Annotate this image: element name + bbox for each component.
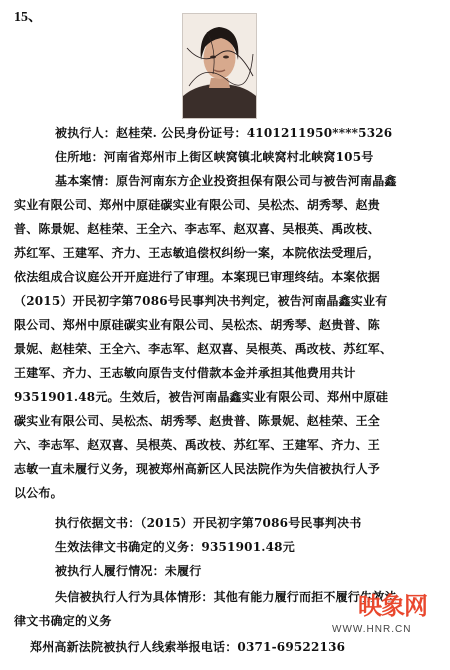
case-summary-line: 基本案情：原告河南东方企业投资担保有限公司与被告河南晶鑫 bbox=[55, 174, 397, 188]
obligation-line: 生效法律文书确定的义务：9351901.48元 bbox=[55, 540, 295, 554]
site-watermark bbox=[308, 580, 433, 640]
person-portrait-icon bbox=[183, 14, 256, 118]
case-summary-line: 普、陈景妮、赵桂荣、王全六、李志军、赵双喜、吴根英、禹改枝、 bbox=[14, 222, 381, 236]
specific-situation-line: 律文书确定的义务 bbox=[14, 614, 112, 628]
case-summary-line: 王建军、齐力、王志敏向原告支付借款本金并承担其他费用共计 bbox=[14, 366, 356, 380]
case-summary-line: 以公布。 bbox=[14, 486, 63, 500]
person-photo bbox=[182, 13, 257, 119]
case-summary-line: 实业有限公司、郑州中原硅碳实业有限公司、吴松杰、胡秀琴、赵贵 bbox=[14, 198, 381, 212]
case-summary-line: 景妮、赵桂荣、王全六、李志军、赵双喜、吴根英、禹改枝、苏红军、 bbox=[14, 342, 393, 356]
report-phone-line: 郑州高新法院被执行人线索举报电话：0371-69522136 bbox=[30, 640, 346, 654]
case-summary-line: 限公司、郑州中原硅碳实业有限公司、吴松杰、胡秀琴、赵贵普、陈 bbox=[14, 318, 381, 332]
performance-status-line: 被执行人履行情况：未履行 bbox=[55, 564, 202, 578]
case-summary-line: 依法组成合议庭公开开庭进行了审理。本案现已审理终结。本案依据 bbox=[14, 270, 381, 284]
watermark-logo: 映象网 bbox=[358, 592, 427, 620]
enforcement-document-line: 执行依据文书：（2015）开民初字第7086号民事判决书 bbox=[55, 516, 362, 530]
case-summary-line: （2015）开民初字第7086号民事判决书判定，被告河南晶鑫实业有 bbox=[14, 294, 388, 308]
case-summary-line: 9351901.48元。生效后，被告河南晶鑫实业有限公司、郑州中原硅 bbox=[14, 390, 389, 404]
address-line: 住所地：河南省郑州市上街区峡窝镇北峡窝村北峡窝105号 bbox=[55, 150, 374, 164]
case-summary-line: 碳实业有限公司、吴松杰、胡秀琴、赵贵普、陈景妮、赵桂荣、王全 bbox=[14, 414, 381, 428]
case-summary-line: 志敏一直未履行义务，现被郑州高新区人民法院作为失信被执行人予 bbox=[14, 462, 381, 476]
respondent-line: 被执行人：赵桂荣. 公民身份证号：4101211950****5326 bbox=[55, 126, 393, 140]
case-summary-line: 苏红军、王建军、齐力、王志敏追偿权纠纷一案，本院依法受理后， bbox=[14, 246, 381, 260]
item-number: 15、 bbox=[14, 10, 42, 25]
case-summary-line: 六、李志军、赵双喜、吴根英、禹改枝、苏红军、王建军、齐力、王 bbox=[14, 438, 381, 452]
watermark-site: WWW.HNR.CN bbox=[332, 624, 412, 635]
specific-situation-line: 失信被执行人行为具体情形：其他有能力履行而拒不履行生效法 bbox=[55, 590, 397, 604]
